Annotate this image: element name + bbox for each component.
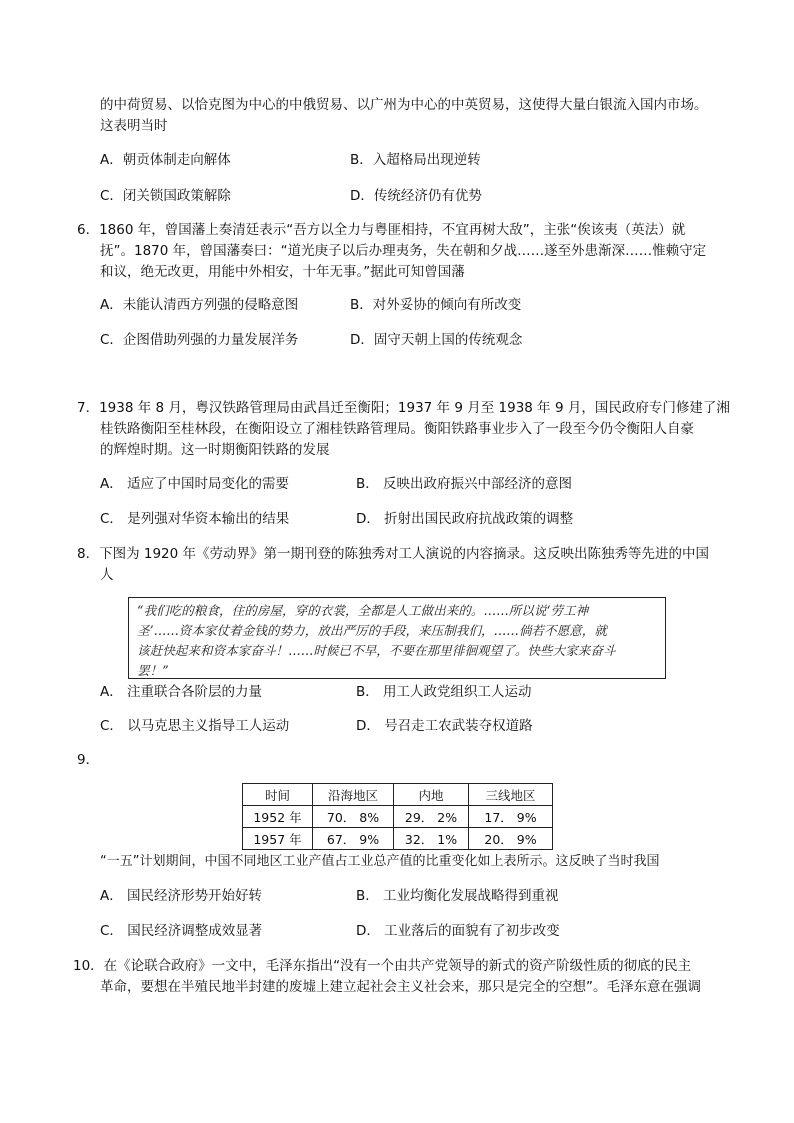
- q7-stem-line2: 桂铁路衡阳至桂林段，在衡阳设立了湘桂铁路管理局。衡阳铁路事业步入了一段至今仍令衡阳人自豪: [100, 421, 694, 437]
- q8-quote-line4: 罢！”: [137, 663, 169, 678]
- q8-option-b[interactable]: B． 用工人政党组织工人运动: [356, 684, 532, 700]
- q8-option-c[interactable]: C． 以马克思主义指导工人运动: [100, 718, 290, 734]
- table-header-cell: 三线地区: [469, 784, 553, 806]
- q6-stem-line2: 抚”。1870 年，曾国藩奏曰：“道光庚子以后办理夷务，失在朝和夕战……遂至外患渐深……惟赖守定: [100, 243, 707, 259]
- table-header-cell: 时间: [243, 784, 313, 806]
- q8-quote-line1: “我们吃的粮食，住的房屋，穿的衣裳，全都是人工做出来的。……所以说‘劳工神: [137, 603, 589, 618]
- q5-option-d[interactable]: D．传统经济仍有优势: [350, 188, 482, 204]
- q8-stem-line2: 人: [100, 567, 114, 583]
- q8-quote-line2: 圣’……资本家仗着金钱的势力，放出严厉的手段，来压制我们，……倘若不愿意，就: [137, 623, 607, 638]
- q8-quote-box: [128, 597, 666, 679]
- q6-option-b[interactable]: B．对外妥协的倾向有所改变: [350, 297, 522, 313]
- table-row: [243, 806, 553, 828]
- q9-option-c[interactable]: C． 国民经济调整成效显著: [100, 923, 263, 939]
- table-cell: 1957 年: [243, 828, 313, 850]
- q5-stem-line2: 这表明当时: [100, 118, 168, 134]
- q8-option-d[interactable]: D． 号召走工农武装夺权道路: [356, 718, 533, 734]
- table-cell: 32． 1%: [394, 828, 469, 850]
- q5-option-b[interactable]: B．入超格局出现逆转: [350, 152, 481, 168]
- table-cell: 17． 9%: [469, 806, 553, 828]
- table-header-cell: 内地: [394, 784, 469, 806]
- table-cell: 1952 年: [243, 806, 313, 828]
- q6-stem-line3: 和议，绝无改更，用能中外相安，十年无事。”据此可知曾国藩: [100, 264, 465, 280]
- q6-option-d[interactable]: D．固守天朝上国的传统观念: [350, 332, 523, 348]
- q5-option-a[interactable]: A．朝贡体制走向解体: [100, 152, 231, 168]
- q5-stem-line1: 的中荷贸易、以恰克图为中心的中俄贸易、以广州为中心的中英贸易，这使得大量白银流入国内市场。: [100, 97, 708, 113]
- q10-stem-line1: 10．在《论联合政府》一文中，毛泽东指出“没有一个由共产党领导的新式的资产阶级性质的彻底的民主: [73, 958, 692, 974]
- q9-option-b[interactable]: B． 工业均衡化发展战略得到重视: [356, 888, 559, 904]
- q7-stem-line1: 7．1938 年 8 月，粤汉铁路管理局由武昌迁至衡阳；1937 年 9 月至 1938 年 9 月，国民政府专门修建了湘: [77, 400, 730, 416]
- q9-stem: “一五”计划期间，中国不同地区工业产值占工业总产值的比重变化如上表所示。这反映了当时我国: [100, 854, 660, 869]
- q7-option-d[interactable]: D． 折射出国民政府抗战政策的调整: [356, 511, 574, 527]
- table-header-cell: 沿海地区: [313, 784, 394, 806]
- q9-number: 9．: [77, 752, 100, 768]
- q9-option-d[interactable]: D． 工业落后的面貌有了初步改变: [356, 923, 560, 939]
- table-cell: 70． 8%: [313, 806, 394, 828]
- table-cell: 29． 2%: [394, 806, 469, 828]
- table-row: [243, 828, 553, 850]
- table-cell: 67． 9%: [313, 828, 394, 850]
- q6-stem-line1: 6．1860 年，曾国藩上奏清廷表示“吾方以全力与粤匪相持，不宜再树大敌”，主张“俟该夷（英法）就: [77, 222, 686, 238]
- q9-option-a[interactable]: A． 国民经济形势开始好转: [100, 888, 263, 904]
- q7-option-a[interactable]: A． 适应了中国时局变化的需要: [100, 476, 290, 492]
- q8-quote-line3: 该赶快起来和资本家奋斗！……时候已不早，不要在那里徘徊观望了。快些大家来奋斗: [137, 643, 616, 658]
- q8-stem-line1: 8．下图为 1920 年《劳动界》第一期刊登的陈独秀对工人演说的内容摘录。这反映出陈独秀等先进的中国: [77, 546, 710, 562]
- q10-stem-line2: 革命，要想在半殖民地半封建的废墟上建立起社会主义社会来，那只是完全的空想”。毛泽东意在强调: [100, 979, 701, 995]
- q8-option-a[interactable]: A． 注重联合各阶层的力量: [100, 684, 263, 700]
- q7-stem-line3: 的辉煌时期。这一时期衡阳铁路的发展: [100, 442, 330, 458]
- q9-data-table: [242, 783, 553, 850]
- q7-option-c[interactable]: C． 是列强对华资本输出的结果: [100, 511, 290, 527]
- q6-option-c[interactable]: C．企图借助列强的力量发展洋务: [100, 332, 299, 348]
- q6-option-a[interactable]: A．未能认清西方列强的侵略意图: [100, 297, 299, 313]
- table-header-row: [243, 784, 553, 806]
- q5-option-c[interactable]: C．闭关锁国政策解除: [100, 188, 231, 204]
- table-cell: 20． 9%: [469, 828, 553, 850]
- q7-option-b[interactable]: B． 反映出政府振兴中部经济的意图: [356, 476, 573, 492]
